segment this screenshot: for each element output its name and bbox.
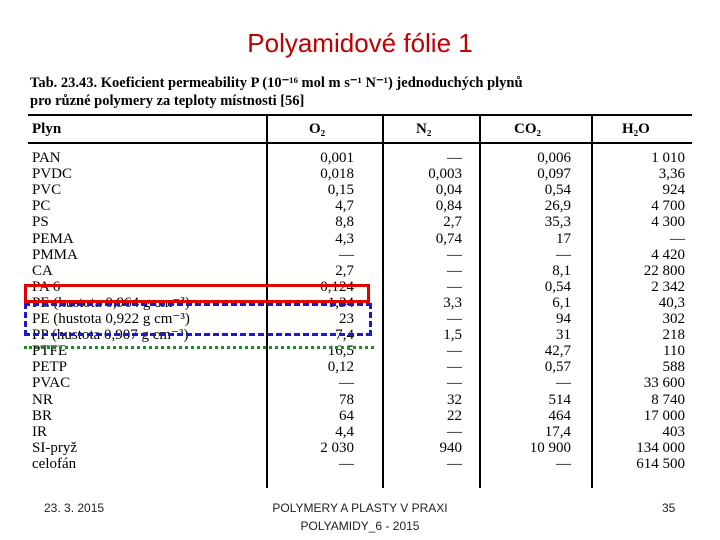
row-polymer: PVAC xyxy=(32,375,71,392)
footer-page-number: 35 xyxy=(662,501,676,515)
column-divider xyxy=(479,116,481,488)
footer-title xyxy=(230,499,490,535)
row-n2-value: — xyxy=(447,311,462,327)
row-n2-value: 3,3 xyxy=(443,294,462,311)
row-n2-value: — xyxy=(447,262,462,279)
row-polymer: PE (hustota 0,922 g cm⁻³) xyxy=(32,311,190,327)
row-n2-value: — xyxy=(447,246,462,263)
row-h2o-value: 134 000 xyxy=(636,439,685,456)
row-h2o-value: — xyxy=(670,230,685,247)
row-o2-value: 64 xyxy=(339,407,354,424)
row-co2-value: 94 xyxy=(556,311,571,327)
row-n2-value: — xyxy=(447,375,462,392)
row-h2o-value: 40,3 xyxy=(658,294,685,311)
row-o2-value: 0,15 xyxy=(327,182,354,199)
table-caption-line-2: pro různé polymery za teploty místnosti [56] xyxy=(30,93,305,109)
row-polymer: PS xyxy=(32,214,49,231)
row-co2-value: 6,1 xyxy=(552,294,571,311)
footer-date: 23. 3. 2015 xyxy=(44,501,105,515)
row-n2-value: — xyxy=(447,343,462,360)
row-co2-value: 17,4 xyxy=(544,423,571,440)
row-o2-value: 0,124 xyxy=(320,278,354,295)
row-h2o-value: 22 800 xyxy=(643,262,685,279)
row-h2o-value: 302 xyxy=(662,311,685,327)
row-polymer: SI-pryž xyxy=(32,439,77,456)
row-o2-value: 4,3 xyxy=(335,230,354,247)
row-polymer: PEMA xyxy=(32,230,74,247)
footer-line-2: POLYAMIDY_6 - 2015 xyxy=(300,519,420,533)
row-co2-value: 464 xyxy=(548,407,571,424)
row-o2-value: 78 xyxy=(339,391,354,408)
row-o2-value: 2 030 xyxy=(320,439,354,456)
row-polymer: PA 6 xyxy=(32,278,61,295)
row-polymer: BR xyxy=(32,407,53,424)
row-h2o-value: 218 xyxy=(662,327,685,344)
row-n2-value: 940 xyxy=(439,439,462,456)
row-o2-value: 7,4 xyxy=(335,327,354,344)
column-divider xyxy=(591,116,593,488)
row-o2-value: 4,4 xyxy=(335,423,354,440)
row-co2-value: — xyxy=(556,246,571,263)
header-co2: CO₂ xyxy=(514,121,541,137)
table-caption xyxy=(30,74,680,110)
row-polymer: CA xyxy=(32,262,53,279)
row-o2-value: 8,8 xyxy=(335,214,354,231)
row-co2-value: 514 xyxy=(548,391,571,408)
row-co2-value: 26,9 xyxy=(544,198,571,215)
row-h2o-value: 4 700 xyxy=(651,198,685,215)
row-o2-value: 1,34 xyxy=(327,294,354,311)
row-n2-value: 1,5 xyxy=(443,327,462,344)
footer-line-1: POLYMERY A PLASTY V PRAXI xyxy=(272,501,448,515)
row-co2-value: 0,57 xyxy=(544,359,571,376)
row-h2o-value: 403 xyxy=(662,423,685,440)
row-co2-value: 0,54 xyxy=(544,278,571,295)
row-n2-value: 22 xyxy=(447,407,462,424)
row-co2-value: 17 xyxy=(556,230,571,247)
row-co2-value: 31 xyxy=(556,327,571,344)
column-divider xyxy=(382,116,384,488)
row-polymer: NR xyxy=(32,391,53,408)
row-co2-value: — xyxy=(556,455,571,472)
row-h2o-value: 924 xyxy=(662,182,685,199)
row-polymer: PMMA xyxy=(32,246,78,263)
row-n2-value: — xyxy=(447,278,462,295)
row-o2-value: 0,12 xyxy=(327,359,354,376)
highlight-pe-blue-dashed-box xyxy=(24,303,372,336)
row-polymer: PC xyxy=(32,198,51,215)
highlight-pa6-red-box xyxy=(24,284,370,303)
row-o2-value: 0,018 xyxy=(320,166,354,183)
scanned-table xyxy=(24,70,696,490)
row-polymer: PE (hustota 0,964 g cm⁻³) xyxy=(32,294,190,311)
row-polymer: PTFE xyxy=(32,343,68,360)
row-polymer: PVC xyxy=(32,182,62,199)
row-co2-value: 35,3 xyxy=(544,214,571,231)
row-polymer: PAN xyxy=(32,150,61,166)
row-h2o-value: 4 300 xyxy=(651,214,685,231)
row-o2-value: — xyxy=(339,246,354,263)
row-h2o-value: 588 xyxy=(662,359,685,376)
row-n2-value: — xyxy=(447,359,462,376)
row-h2o-value: 1 010 xyxy=(651,150,685,166)
row-h2o-value: 17 000 xyxy=(643,407,685,424)
row-polymer: PP (hustota 0,907 g cm⁻³) xyxy=(32,327,189,344)
row-co2-value: 10 900 xyxy=(529,439,571,456)
row-h2o-value: 110 xyxy=(663,343,685,360)
row-polymer: IR xyxy=(32,423,47,440)
row-o2-value: 23 xyxy=(339,311,354,327)
table-caption-line-1: Tab. 23.43. Koeficient permeability P (10⁻¹⁶ mol m s⁻¹ N⁻¹) jednoduchých plynů xyxy=(30,75,523,91)
row-o2-value: — xyxy=(339,455,354,472)
header-gas: Plyn xyxy=(32,121,62,137)
row-polymer: celofán xyxy=(32,455,77,472)
row-n2-value: — xyxy=(447,150,462,166)
slide-title: Polyamidové fólie 1 xyxy=(247,28,473,58)
row-polymer: PETP xyxy=(32,359,68,376)
row-n2-value: — xyxy=(447,455,462,472)
row-o2-value: 0,001 xyxy=(320,150,354,166)
row-o2-value: 16,5 xyxy=(327,343,354,360)
row-n2-value: — xyxy=(447,423,462,440)
row-h2o-value: 3,36 xyxy=(658,166,685,183)
row-n2-value: 32 xyxy=(447,391,462,408)
row-n2-value: 0,04 xyxy=(435,182,462,199)
header-n2: N₂ xyxy=(416,121,432,137)
row-h2o-value: 8 740 xyxy=(651,391,685,408)
row-co2-value: 42,7 xyxy=(544,343,571,360)
row-co2-value: 0,006 xyxy=(537,150,571,166)
highlight-pp-green-dotted-line xyxy=(24,346,374,349)
row-h2o-value: 4 420 xyxy=(651,246,685,263)
row-o2-value: — xyxy=(339,375,354,392)
row-o2-value: 2,7 xyxy=(335,262,354,279)
row-h2o-value: 2 342 xyxy=(651,278,685,295)
row-polymer: PVDC xyxy=(32,166,73,183)
row-co2-value: 0,097 xyxy=(537,166,571,183)
row-n2-value: 0,84 xyxy=(435,198,462,215)
row-co2-value: 0,54 xyxy=(544,182,571,199)
header-o2: O₂ xyxy=(309,121,326,137)
row-co2-value: 8,1 xyxy=(552,262,571,279)
row-n2-value: 0,003 xyxy=(428,166,462,183)
row-n2-value: 2,7 xyxy=(443,214,462,231)
row-o2-value: 4,7 xyxy=(335,198,354,215)
row-h2o-value: 614 500 xyxy=(636,455,685,472)
header-h2o: H₂O xyxy=(622,121,650,137)
row-h2o-value: 33 600 xyxy=(643,375,685,392)
row-n2-value: 0,74 xyxy=(435,230,462,247)
row-co2-value: — xyxy=(556,375,571,392)
